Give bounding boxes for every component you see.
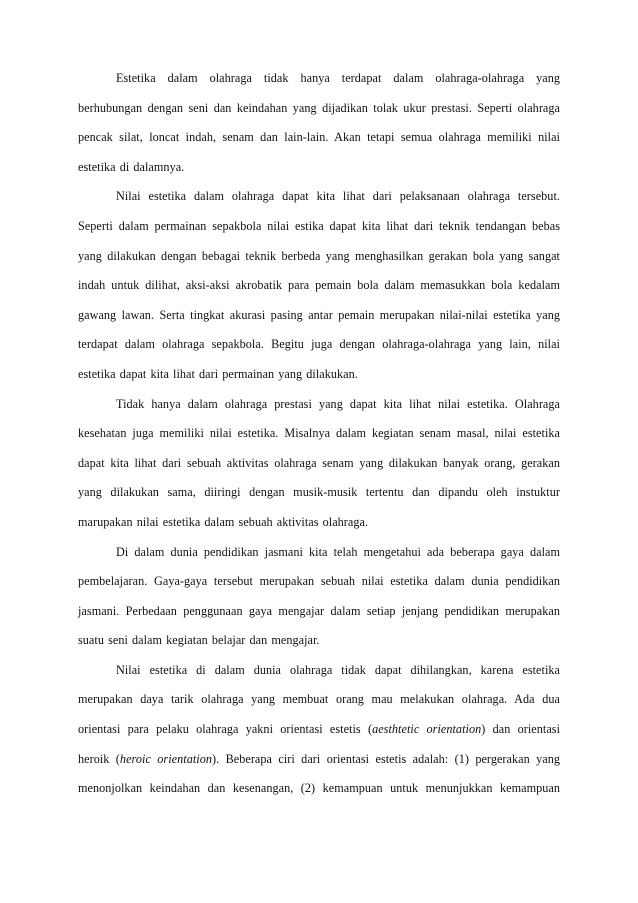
paragraph-text: ) dan orientasi heroik ( <box>78 722 561 766</box>
paragraph-text: Nilai estetika di dalam dunia olahraga tidak dapat dihilangkan, karena estetika merupakan daya tarik olahraga yang membuat orang mau melakukan olahraga. Ada dua orientasi para pelaku olahraga yakni orientasi estetis ( <box>78 662 560 737</box>
paragraph-text: Nilai estetika dalam olahraga dapat kita lihat dari pelaksanaan olahraga tersebut. Seperti dalam permainan sepakbola nilai estika dapat kita lihat dari teknik tendangan bebas yang dilakukan dengan bebagai teknik berbeda yang menghasilkan gerakan bola yang sangat indah untuk dilihat, aksi-aksi akrobatik para pemain bola dalam memasukkan bola kedalam gawang lawan. Serta tingkat akurasi pasing antar pemain merupakan nilai-nilai estetika yang terdapat dalam olahraga sepakbola. Begitu juga dengan olahraga-olahraga yang lain, nilai estetika dapat kita lihat dari permainan yang dilakukan. <box>78 189 560 381</box>
body-text <box>78 64 560 804</box>
paragraph <box>78 390 560 538</box>
paragraph-text: Estetika dalam olahraga tidak hanya terdapat dalam olahraga-olahraga yang berhubungan dengan seni dan keindahan yang dijadikan tolak ukur prestasi. Seperti olahraga pencak silat, loncat indah, senam dan lain-lain. Akan tetapi semua olahraga memiliki nilai estetika di dalamnya. <box>78 71 560 174</box>
paragraph-text: Tidak hanya dalam olahraga prestasi yang dapat kita lihat nilai estetika. Olahraga kesehatan juga memiliki nilai estetika. Misalnya dalam kegiatan senam masal, nilai estetika dapat kita lihat dari sebuah aktivitas olahraga senam yang dilakukan banyak orang, gerakan yang dilakukan sama, diiringi dengan musik-musik tertentu dan dipandu oleh instuktur marupakan nilai estetika dalam sebuah aktivitas olahraga. <box>78 396 560 529</box>
paragraph <box>78 182 560 389</box>
paragraph-text: Di dalam dunia pendidikan jasmani kita telah mengetahui ada beberapa gaya dalam pembelajaran. Gaya-gaya tersebut merupakan sebuah nilai estetika dalam dunia pendidikan jasmani. Perbedaan penggunaan gaya mengajar dalam setiap jenjang pendidikan merupakan suatu seni dalam kegiatan belajar dan mengajar. <box>78 544 560 648</box>
paragraph <box>78 656 560 804</box>
italic-term: aesthtetic orientation <box>372 722 482 737</box>
paragraph <box>78 538 560 656</box>
italic-term: heroic orientation <box>119 751 212 766</box>
paragraph <box>78 64 560 182</box>
paragraph-text: ). Beberapa ciri dari orientasi estetis adalah: (1) pergerakan yang menonjolkan keindahan dan kesenangan, (2) kemampuan untuk menunjukkan kemampuan <box>78 751 560 796</box>
